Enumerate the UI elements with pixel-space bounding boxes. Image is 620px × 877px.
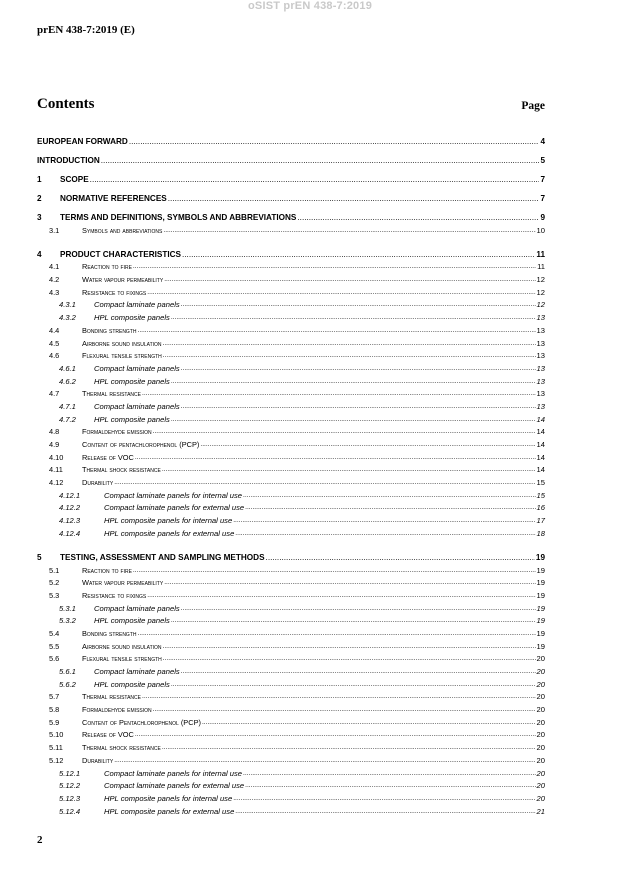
toc-entry[interactable] [37, 476, 545, 489]
toc-entry[interactable] [37, 489, 545, 502]
toc-leader-dots [182, 248, 535, 261]
toc-entry-page: 20 [536, 781, 545, 791]
toc-entry[interactable] [37, 805, 545, 818]
toc-entry-number: 4.12.3 [59, 516, 81, 526]
toc-leader-dots [142, 388, 536, 400]
toc-entry-number: 4 [37, 249, 42, 259]
toc-entry-title: Compact laminate panels [94, 401, 180, 411]
toc-entry-title: HPL composite panels for external use [104, 806, 235, 816]
toc-entry-page: 20 [536, 667, 545, 676]
toc-entry-number: 5.5 [49, 641, 60, 651]
toc-leader-dots [135, 729, 536, 741]
toc-entry-title: Compact laminate panels [94, 363, 180, 373]
toc-entry-page: 13 [536, 401, 545, 411]
toc-leader-dots [235, 806, 535, 818]
toc-leader-dots [181, 603, 536, 615]
toc-entry-title: Durability [82, 478, 114, 488]
toc-entry-page: 14 [536, 452, 545, 462]
toc-entry[interactable] [37, 324, 545, 337]
toc-entry-number: 5.1 [49, 565, 60, 575]
toc-entry-title: Reaction to fire [82, 262, 132, 272]
toc-leader-dots [181, 401, 536, 413]
toc-leader-dots [171, 376, 536, 388]
toc-entry[interactable] [37, 792, 545, 805]
toc-leader-dots [245, 780, 535, 792]
toc-entry[interactable] [37, 400, 545, 413]
toc-entry-title: HPL composite panels for external use [104, 528, 235, 538]
toc-entry[interactable] [37, 186, 545, 205]
toc-entry-number: 4.3.2 [59, 313, 76, 323]
toc-leader-dots [164, 577, 535, 589]
toc-entry-page: 20 [536, 743, 545, 753]
toc-entry-title: HPL composite panels [94, 616, 170, 626]
toc-entry[interactable] [37, 464, 545, 477]
toc-entry-number: 5.7 [49, 692, 60, 702]
toc-leader-dots [233, 515, 535, 527]
toc-entry[interactable] [37, 375, 545, 388]
toc-entry[interactable] [37, 754, 545, 767]
toc-entry-number: 5.3.1 [59, 603, 76, 613]
toc-entry-title: Resistance to fixings [82, 590, 147, 600]
toc-entry[interactable] [37, 286, 545, 299]
toc-entry-page: 20 [536, 692, 545, 702]
toc-entry-number: 4.12.4 [59, 528, 81, 538]
toc-leader-dots [171, 615, 536, 627]
toc-entry[interactable] [37, 362, 545, 375]
toc-entry-title: Durability [82, 755, 114, 765]
toc-entry-number: 5.12.4 [59, 806, 81, 816]
toc-entry[interactable] [37, 299, 545, 312]
toc-entry-page: 9 [540, 213, 545, 222]
toc-entry[interactable] [37, 388, 545, 401]
toc-leader-dots [133, 261, 536, 273]
toc-entry[interactable] [37, 780, 545, 793]
toc-entry-number: 4.7 [49, 389, 60, 399]
toc-entry-page: 21 [536, 806, 545, 816]
toc-entry-title: Thermal resistance [82, 389, 141, 399]
toc-entry-title: Compact laminate panels [94, 603, 180, 613]
toc-entry-title: Bonding strength [82, 628, 137, 638]
toc-entry-page: 13 [536, 338, 545, 348]
toc-entry-page: 12 [536, 275, 545, 285]
toc-entry-title: Flexural tensile strength [82, 654, 162, 664]
toc-entry[interactable] [37, 564, 545, 577]
toc-entry-number: 4.8 [49, 427, 60, 437]
toc-leader-dots [162, 464, 536, 476]
toc-entry-page: 13 [536, 351, 545, 361]
toc-entry-number: 4.3.1 [59, 300, 76, 310]
toc-entry-title: Compact laminate panels for external use [104, 503, 245, 513]
toc-entry-number: 4.11 [49, 465, 63, 475]
toc-entry-number: 4.3 [49, 287, 60, 297]
toc-entry[interactable] [37, 426, 545, 439]
toc-entry-page: 19 [536, 641, 545, 651]
toc-leader-dots [297, 211, 539, 224]
toc-entry-page: 14 [536, 465, 545, 475]
toc-entry-title: SCOPE [60, 175, 89, 184]
toc-entry[interactable] [37, 129, 545, 148]
toc-entry-number: 4.9 [49, 440, 60, 449]
toc-entry-title: Thermal shock resistance [82, 465, 161, 475]
toc-leader-dots [163, 641, 536, 653]
toc-entry-number: 5.6.2 [59, 679, 76, 689]
toc-entry[interactable] [37, 627, 545, 640]
toc-leader-dots [147, 287, 535, 299]
toc-entry[interactable] [37, 577, 545, 590]
toc-entry[interactable] [37, 261, 545, 274]
toc-entry[interactable] [37, 311, 545, 324]
toc-entry-number: 5.8 [49, 705, 60, 715]
toc-entry-title: Thermal resistance [82, 692, 141, 702]
toc-entry-title: Airborne sound insulation [82, 338, 162, 348]
toc-entry[interactable] [37, 242, 545, 261]
toc-entry-page: 11 [536, 249, 545, 259]
toc-entry-title: HPL composite panels for internal use [104, 793, 233, 803]
toc-entry-page: 14 [536, 427, 545, 437]
toc-entry-number: 5.2 [49, 578, 60, 588]
toc-leader-dots [266, 551, 535, 564]
toc-entry-title: Compact laminate panels for internal use [104, 768, 243, 778]
toc-entry[interactable] [37, 729, 545, 742]
toc-entry[interactable] [37, 205, 545, 224]
toc-entry-page: 13 [536, 376, 545, 386]
toc-leader-dots [171, 414, 536, 426]
toc-entry-title: HPL composite panels [94, 376, 170, 386]
toc-entry-title: Compact laminate panels [94, 300, 180, 310]
toc-entry-number: 5.9 [49, 717, 60, 727]
toc-entry-number: 5.4 [49, 628, 60, 638]
toc-leader-dots [202, 717, 536, 729]
toc-entry-title: Resistance to fixings [82, 287, 147, 297]
toc-entry-page: 13 [536, 389, 545, 399]
toc-entry-page: 18 [536, 528, 545, 538]
toc-entry-title: HPL composite panels [94, 313, 170, 323]
toc-entry-number: 1 [37, 175, 42, 184]
toc-entry-number: 4.5 [49, 338, 60, 348]
toc-leader-dots [135, 452, 536, 464]
toc-entry-number: 4.4 [49, 325, 60, 335]
toc-entry[interactable] [37, 148, 545, 167]
toc-entry-page: 19 [536, 603, 545, 613]
toc-entry-page: 19 [536, 616, 545, 626]
toc-entry[interactable] [37, 224, 545, 237]
toc-entry-title: NORMATIVE REFERENCES [60, 194, 167, 203]
toc-entry-title: HPL composite panels [94, 414, 170, 424]
toc-entry-title: Content of Pentachlorophenol (PCP) [82, 717, 201, 727]
toc-entry-page: 14 [536, 414, 545, 424]
toc-entry-number: 4.7.1 [59, 401, 76, 411]
toc-leader-dots [137, 325, 535, 337]
toc-entry-title: HPL composite panels for internal use [104, 516, 233, 526]
toc-entry-page: 12 [536, 300, 545, 310]
toc-entry-page: 13 [536, 363, 545, 373]
toc-leader-dots [181, 666, 536, 678]
toc-entry-number: 3 [37, 213, 42, 222]
toc-entry-title: Release of VOC [82, 452, 134, 462]
toc-entry[interactable] [37, 451, 545, 464]
toc-entry[interactable] [37, 741, 545, 754]
toc-entry-number: 4.12.1 [59, 490, 81, 500]
toc-entry-title: Compact laminate panels for internal use [104, 490, 243, 500]
toc-entry-page: 13 [536, 325, 545, 335]
toc-entry-number: 5.12 [49, 755, 64, 765]
toc-leader-dots [164, 274, 535, 286]
toc-entry-number: 4.1 [49, 262, 60, 272]
toc-entry-page: 19 [536, 565, 545, 575]
toc-entry-page: 10 [536, 225, 545, 235]
toc-entry-number: 5.12.3 [59, 793, 81, 803]
toc-leader-dots [245, 502, 535, 514]
toc-entry[interactable] [37, 767, 545, 780]
toc-entry[interactable] [37, 413, 545, 426]
toc-entry-page: 19 [536, 590, 545, 600]
toc-entry-page: 19 [536, 578, 545, 588]
toc-entry[interactable] [37, 665, 545, 678]
toc-entry-title: Flexural tensile strength [82, 351, 162, 361]
toc-entry-title: Formaldehyde emission [82, 705, 152, 715]
table-of-contents [37, 129, 545, 818]
toc-entry-number: 4.7.2 [59, 414, 76, 424]
toc-entry-number: 4.10 [49, 452, 64, 462]
toc-entry-title: Airborne sound insulation [82, 641, 162, 651]
toc-entry[interactable] [37, 527, 545, 540]
toc-entry-title: HPL composite panels [94, 679, 170, 689]
toc-entry-page: 20 [536, 768, 545, 778]
toc-entry[interactable] [37, 350, 545, 363]
toc-leader-dots [163, 338, 536, 350]
toc-leader-dots [147, 590, 535, 602]
toc-entry-number: 4.6.1 [59, 363, 76, 373]
toc-entry-number: 5.11 [49, 743, 63, 753]
watermark: oSIST prEN 438-7:2019 [247, 0, 373, 12]
toc-entry[interactable] [37, 602, 545, 615]
toc-leader-dots [243, 490, 536, 502]
toc-entry-title: Compact laminate panels for external use [104, 781, 245, 791]
toc-entry-title: Compact laminate panels [94, 667, 180, 676]
toc-entry[interactable] [37, 502, 545, 515]
toc-leader-dots [163, 653, 536, 665]
toc-entry-title: Release of VOC [82, 730, 134, 740]
toc-entry-number: 5.6 [49, 654, 60, 664]
toc-entry[interactable] [37, 615, 545, 628]
toc-entry-number: 4.12.2 [59, 503, 81, 513]
contents-title: Contents [37, 96, 95, 112]
toc-leader-dots [142, 691, 536, 703]
toc-entry-title: Thermal shock resistance [82, 743, 161, 753]
toc-leader-dots [163, 225, 535, 237]
toc-entry[interactable] [37, 703, 545, 716]
toc-entry-page: 15 [536, 490, 545, 500]
toc-leader-dots [137, 628, 535, 640]
toc-entry-page: 12 [536, 287, 545, 297]
toc-entry-title: Water vapour permeability [82, 275, 164, 285]
toc-entry-title: PRODUCT CHARACTERISTICS [60, 249, 181, 259]
toc-entry-page: 4 [540, 137, 545, 146]
document-id: prEN 438-7:2019 (E) [37, 24, 135, 36]
toc-entry[interactable] [37, 678, 545, 691]
toc-entry[interactable] [37, 653, 545, 666]
toc-leader-dots [153, 426, 536, 438]
toc-leader-dots [153, 704, 536, 716]
toc-entry-number: 5.10 [49, 730, 64, 740]
toc-entry-number: 4.2 [49, 275, 60, 285]
toc-entry-page: 20 [536, 679, 545, 689]
toc-leader-dots [163, 350, 536, 362]
toc-entry-page: 15 [536, 478, 545, 488]
toc-leader-dots [133, 565, 536, 577]
toc-entry[interactable] [37, 691, 545, 704]
toc-entry-page: 19 [536, 628, 545, 638]
toc-leader-dots [233, 793, 535, 805]
toc-entry[interactable] [37, 273, 545, 286]
toc-entry-title: Bonding strength [82, 325, 137, 335]
toc-entry-title: TERMS AND DEFINITIONS, SYMBOLS AND ABBREVIATIONS [60, 213, 297, 222]
toc-entry-page: 19 [535, 552, 545, 562]
toc-leader-dots [200, 439, 535, 451]
toc-entry-title: Formaldehyde emission [82, 427, 152, 437]
page-number: 2 [37, 834, 43, 846]
toc-entry-number: 3.1 [49, 225, 60, 235]
toc-entry-page: 20 [536, 705, 545, 715]
toc-leader-dots [114, 755, 535, 767]
toc-leader-dots [243, 768, 536, 780]
toc-entry-number: 5.3 [49, 590, 60, 600]
toc-entry-number: 5.12.1 [59, 768, 81, 778]
toc-entry-title: Reaction to fire [82, 565, 132, 575]
toc-entry-number: 5 [37, 552, 42, 562]
toc-entry-page: 20 [536, 654, 545, 664]
toc-entry-page: 11 [537, 262, 545, 272]
page-column-label: Page [521, 100, 545, 112]
toc-entry-page: 5 [540, 156, 545, 165]
toc-leader-dots [235, 528, 535, 540]
toc-entry-number: 4.6 [49, 351, 60, 361]
toc-leader-dots [181, 363, 536, 375]
toc-entry-number: 5.12.2 [59, 781, 81, 791]
toc-entry-page: 20 [536, 755, 545, 765]
toc-entry[interactable] [37, 337, 545, 350]
toc-entry-page: 14 [536, 440, 545, 449]
toc-entry-number: 2 [37, 194, 42, 203]
toc-entry[interactable] [37, 589, 545, 602]
toc-leader-dots [171, 312, 536, 324]
toc-leader-dots [168, 192, 540, 205]
toc-entry-title: Symbols and abbreviations [82, 225, 163, 235]
toc-leader-dots [181, 299, 536, 311]
toc-entry-number: 5.3.2 [59, 616, 76, 626]
toc-leader-dots [114, 477, 535, 489]
toc-entry-number: 5.6.1 [59, 667, 76, 676]
toc-leader-dots [171, 679, 536, 691]
toc-entry-title: INTRODUCTION [37, 156, 100, 165]
toc-entry-page: 7 [540, 175, 545, 184]
toc-entry-page: 20 [536, 717, 545, 727]
toc-entry-page: 17 [536, 516, 545, 526]
toc-entry-title: Water vapour permeability [82, 578, 164, 588]
toc-entry-page: 20 [536, 730, 545, 740]
toc-entry-number: 4.12 [49, 478, 64, 488]
toc-entry-number: 4.6.2 [59, 376, 76, 386]
toc-entry-title: EUROPEAN FORWARD [37, 137, 128, 146]
toc-leader-dots [162, 742, 536, 754]
toc-entry-page: 7 [540, 194, 545, 203]
toc-entry-title: Content of pentachlorophenol (PCP) [82, 440, 200, 449]
toc-leader-dots [129, 135, 540, 148]
toc-entry-title: TESTING, ASSESSMENT AND SAMPLING METHODS [60, 552, 265, 562]
toc-entry-page: 13 [536, 313, 545, 323]
toc-entry[interactable] [37, 640, 545, 653]
toc-entry[interactable] [37, 167, 545, 186]
toc-entry[interactable] [37, 514, 545, 527]
toc-entry[interactable] [37, 545, 545, 564]
toc-entry[interactable] [37, 438, 545, 451]
toc-leader-dots [101, 154, 540, 167]
toc-entry[interactable] [37, 716, 545, 729]
toc-entry-page: 20 [536, 793, 545, 803]
toc-leader-dots [90, 173, 540, 186]
toc-entry-page: 16 [536, 503, 545, 513]
